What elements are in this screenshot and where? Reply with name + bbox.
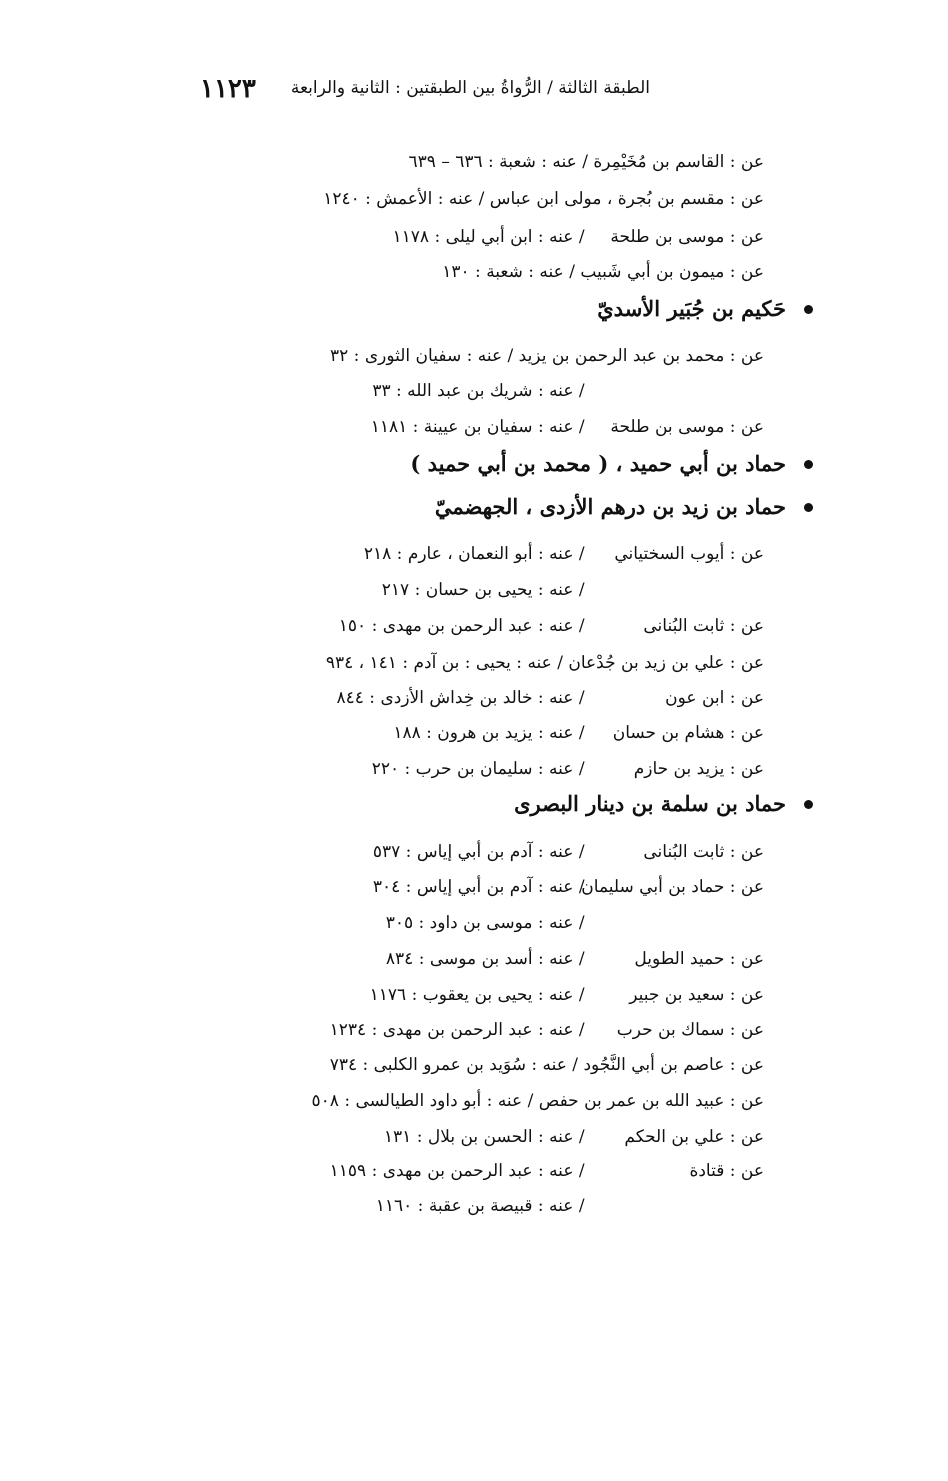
bullet-icon	[804, 460, 813, 469]
entry-note: / عنه : سليمان بن حرب : ٢٢٠	[371, 759, 585, 779]
entry-row	[326, 650, 764, 676]
entry-row	[330, 1052, 764, 1078]
entry-note: / عنه : سُوَيد بن عمرو الكلبى : ٧٣٤	[329, 1055, 579, 1075]
entry-from: عن : سماك بن حرب	[616, 1020, 764, 1040]
entry-note: / عنه : سفيان بن عيينة : ١١٨١	[370, 417, 585, 437]
entry-row	[370, 982, 764, 1008]
entry-from: عن : مقسم بن بُجرة ، مولى ابن عباس	[489, 189, 764, 209]
entry-note: / عنه : الحسن بن بلال : ١٣١	[383, 1127, 585, 1147]
entry-note: / عنه : عبد الرحمن بن مهدى : ١٢٣٤	[329, 1020, 585, 1040]
entry-row	[373, 839, 764, 865]
entry-row	[339, 613, 764, 639]
entry-row	[372, 756, 764, 782]
running-header: الطبقة الثالثة / الرُّواةُ بين الطبقتين : الثانية والرابعة	[290, 78, 650, 98]
section-heading: حماد بن أبي حميد ، ( محمد بن أبي حميد )	[410, 451, 786, 476]
entry-row	[384, 1124, 764, 1150]
entry-note: / عنه : شعبة : ٦٣٦ – ٦٣٩	[408, 152, 588, 172]
entry-from: عن : قتادة	[689, 1161, 764, 1181]
entry-note: / عنه : شريك بن عبد الله : ٣٣	[372, 381, 585, 401]
entry-row	[442, 259, 764, 285]
entry-from: عن : عبيد الله بن عمر بن حفص	[538, 1091, 764, 1111]
bullet-icon	[804, 800, 813, 809]
entry-from: عن : ثابت البُنانى	[643, 616, 764, 636]
section-heading: حماد بن سلمة بن دينار البصرى	[514, 791, 786, 816]
entry-note: / عنه : أبو داود الطيالسى : ٥٠٨	[311, 1091, 534, 1111]
page-number: ١١٢٣	[200, 74, 256, 104]
entry-note: / عنه : عبد الرحمن بن مهدى : ١٥٠	[338, 616, 585, 636]
entry-note: / عنه : أبو النعمان ، عارم : ٢١٨	[363, 544, 585, 564]
section-heading: حماد بن زيد بن درهم الأزدى ، الجهضميّ	[434, 494, 786, 519]
entry-row	[409, 149, 764, 175]
entry-row	[393, 720, 764, 746]
bullet-icon	[804, 305, 813, 314]
entry-row	[330, 1158, 764, 1184]
entry-row	[376, 1193, 764, 1219]
entry-from: عن : القاسم بن مُخَيْمِرة	[593, 152, 764, 172]
entry-note: / عنه : موسى بن داود : ٣٠٥	[385, 913, 585, 933]
entry-from: عن : يزيد بن حازم	[633, 759, 764, 779]
entry-note: / عنه : الأعمش : ١٢٤٠	[323, 189, 485, 209]
entry-row	[364, 541, 764, 567]
entry-note: / عنه : ابن أبي ليلى : ١١٧٨	[392, 227, 585, 247]
entry-row	[330, 343, 764, 369]
entry-from: عن : أيوب السختياني	[614, 544, 764, 564]
entry-from: عن : ابن عون	[665, 688, 764, 708]
entry-note: / عنه : يحيى : بن آدم : ١٤١ ، ٩٣٤	[325, 653, 563, 673]
entry-note: / عنه : يحيى بن يعقوب : ١١٧٦	[369, 985, 585, 1005]
entry-from: عن : هشام بن حسان	[612, 723, 764, 743]
entry-from: عن : ثابت البُنانى	[643, 842, 764, 862]
entry-from: عن : موسى بن طلحة	[610, 417, 764, 437]
entry-note: / عنه : سفيان الثورى : ٣٢	[330, 346, 514, 366]
entry-row	[337, 685, 765, 711]
entry-from: عن : علي بن زيد بن جُدْعان	[568, 653, 764, 673]
entry-from: عن : علي بن الحكم	[624, 1127, 764, 1147]
entry-note: / عنه : عبد الرحمن بن مهدى : ١١٥٩	[329, 1161, 585, 1181]
entry-from: عن : ميمون بن أبي شَبيب	[580, 262, 764, 282]
entry-from: عن : حماد بن أبي سليمان	[581, 877, 764, 897]
entry-note: / عنه : أسد بن موسى : ٨٣٤	[385, 949, 585, 969]
entry-from: عن : موسى بن طلحة	[610, 227, 764, 247]
section-heading: حَكيم بن جُبَير الأسديّ	[597, 296, 786, 321]
entry-row	[386, 946, 764, 972]
entry-note: / عنه : يحيى بن حسان : ٢١٧	[381, 580, 585, 600]
entry-note: / عنه : خالد بن خِداش الأزدى : ٨٤٤	[336, 688, 585, 708]
entry-row	[373, 874, 764, 900]
bullet-icon	[804, 503, 813, 512]
entry-note: / عنه : آدم بن أبي إياس : ٣٠٤	[372, 877, 585, 897]
entry-row	[323, 186, 764, 212]
entry-note: / عنه : قبيصة بن عقبة : ١١٦٠	[375, 1196, 585, 1216]
entry-row	[330, 1017, 764, 1043]
entry-from: عن : عاصم بن أبي النَّجُود	[583, 1055, 764, 1075]
entry-row	[371, 414, 764, 440]
entry-from: عن : سعيد بن جبير	[629, 985, 764, 1005]
entry-note: / عنه : يزيد بن هرون : ١٨٨	[393, 723, 585, 743]
entry-from: عن : محمد بن عبد الرحمن بن يزيد	[518, 346, 764, 366]
entry-note: / عنه : شعبة : ١٣٠	[442, 262, 575, 282]
entry-row	[386, 910, 764, 936]
entry-row	[312, 1088, 764, 1114]
entry-row	[393, 224, 764, 250]
entry-note: / عنه : آدم بن أبي إياس : ٥٣٧	[372, 842, 585, 862]
entry-from: عن : حميد الطويل	[634, 949, 764, 969]
entry-row	[372, 378, 764, 404]
entry-row	[382, 577, 764, 603]
